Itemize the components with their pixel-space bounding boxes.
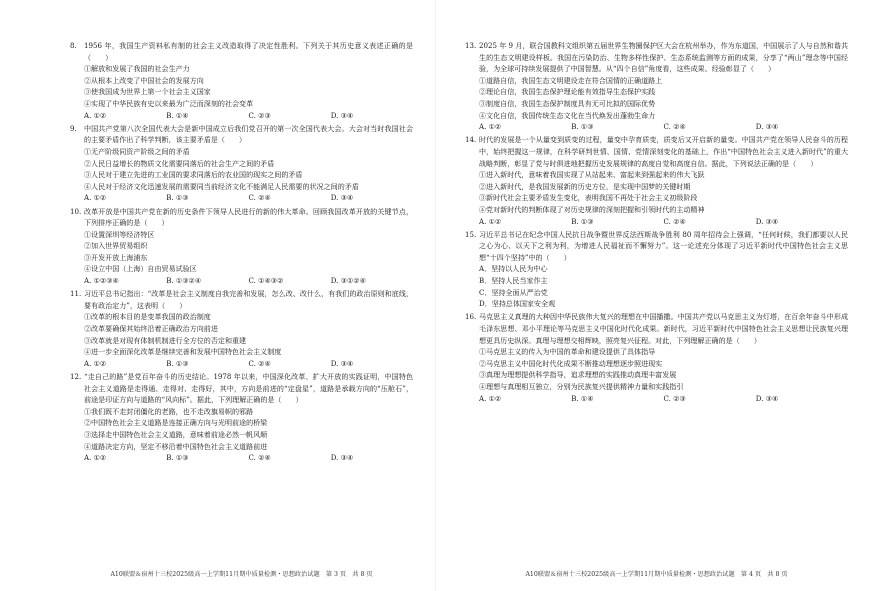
answer-choice: A. ①② bbox=[84, 453, 107, 463]
answer-choice: D. ③④ bbox=[755, 216, 779, 226]
question-head bbox=[465, 311, 848, 346]
answer-option: ③新时代社会主要矛盾发生变化，表明我国不再处于社会主义初级阶段 bbox=[479, 193, 698, 203]
answer-option: C．坚持全面从严治党 bbox=[479, 287, 548, 297]
answer-choice: D. ③④ bbox=[330, 453, 354, 463]
answer-choice: D. ③④ bbox=[330, 110, 354, 120]
answer-option: ①无产阶级同资产阶级之间的矛盾 bbox=[84, 146, 190, 156]
answer-choice: B. ①③ bbox=[166, 358, 189, 368]
question-list bbox=[70, 40, 413, 464]
answer-choice: D. ③④ bbox=[330, 358, 354, 368]
answer-option: ④人民对于经济文化迅速发展的需要同当前经济文化不能满足人民需要的状况之间的矛盾 bbox=[84, 181, 359, 191]
answer-option: ②加入世界贸易组织 bbox=[84, 241, 148, 251]
answer-option: ②进入新时代，是我国发展新的历史方位，是实现中国梦的关键时期 bbox=[479, 181, 691, 191]
answer-option: ②马克思主义中国化时代化成果不断推动理想逐步照进现实 bbox=[479, 358, 663, 368]
question-stem: 改革开放是中国共产党在新的历史条件下领导人民进行的新的伟大革命。回顾我国改革开放的关键节点，下列排序正确的是（ ） bbox=[84, 206, 413, 228]
answer-option: ①进入新时代，意味着我国实现了从站起来、富起来到强起来的伟大飞跃 bbox=[479, 170, 705, 180]
answer-choice: B. ①④ bbox=[166, 110, 189, 120]
answer-option: ③选择走中国特色社会主义道路，意味着前途必然一帆风顺 bbox=[84, 429, 268, 439]
question-number: 12. bbox=[70, 372, 82, 381]
question-14 bbox=[465, 134, 848, 227]
choice-row bbox=[70, 192, 413, 204]
answer-choice: B. ①③ bbox=[166, 453, 189, 463]
answer-choice: C. ②④ bbox=[663, 122, 686, 132]
answer-choice: B. ①③ bbox=[571, 122, 594, 132]
answer-choice: B. ①④ bbox=[571, 393, 594, 403]
answer-option: ④设立中国（上海）自由贸易试验区 bbox=[84, 264, 197, 274]
answer-choice: C. ②④ bbox=[248, 358, 271, 368]
answer-option: ③使我国成为世界上第一个社会主义国家 bbox=[84, 87, 211, 97]
choice-row bbox=[465, 216, 848, 228]
answer-option: ④文化自信，我国传统生态文化在当代焕发出蓬勃生命力 bbox=[479, 110, 656, 120]
answer-choice: A. ①② bbox=[84, 110, 107, 120]
answer-option: ③改革就是对现有体制机制进行全方位的否定和重建 bbox=[84, 335, 247, 345]
answer-option: ④实现了中华民族有史以来最为广泛而深刻的社会变革 bbox=[84, 98, 254, 108]
answer-option: ③真理为理想提供科学指导，追求理想的实践推动真理丰富发展 bbox=[479, 370, 677, 380]
question-list bbox=[465, 40, 848, 404]
answer-option: ③制度自信，我国生态保护制度具有无可比拟的国际优势 bbox=[479, 98, 656, 108]
choice-row bbox=[70, 452, 413, 464]
choice-row bbox=[465, 121, 848, 133]
question-head bbox=[70, 288, 413, 311]
question-stem: 习近平总书记指出：“改革是社会主义制度自我完善和发展，怎么改、改什么，有我们的政治原则和底线，要有政治定力”，这表明（ ） bbox=[84, 289, 413, 310]
question-stem: 习近平总书记在纪念中国人民抗日战争暨世界反法西斯战争胜利 80 周年招待会上强调，“任何时候，我们都要以人民之心为心、以天下之利为利，为增进人民福祉而不懈努力”。这一论述充分体现了习近平新时代中国特色社会主义思想“十四个坚持”中的（ ） bbox=[479, 229, 848, 262]
question-number: 14. bbox=[465, 135, 477, 145]
question-number: 8. bbox=[70, 41, 77, 50]
answer-option: ④党对新时代的判断体现了对历史规律的深刻把握和引领时代的主动精神 bbox=[479, 204, 705, 214]
answer-choice: B. ①③②④ bbox=[166, 276, 202, 286]
question-stem: “走自己的路”是党百年奋斗的历史结论。1978 年以来，中国深化改革、扩大开放的实践证明，中国特色社会主义道路是走得通、走得对、走得好，其中，方向是前进的“定盘星”，道路是承载方向的“压舱石”，前途是印证方向与道路的“风向标”。据此，下列理解正确的是（ ） bbox=[84, 372, 413, 405]
answer-option: ①改革的根本目的是变革我国的政治制度 bbox=[84, 312, 211, 322]
question-number: 10. bbox=[70, 206, 82, 216]
choice-row bbox=[70, 358, 413, 370]
answer-choice: A. ①②③④ bbox=[84, 276, 119, 286]
answer-option: ②中国特色社会主义道路是连接正确方向与光明前途的桥梁 bbox=[84, 418, 268, 428]
choice-row bbox=[70, 110, 413, 122]
answer-choice: C. ②④ bbox=[248, 453, 271, 463]
answer-choice: A. ①② bbox=[479, 393, 502, 403]
answer-option: ①马克思主义的传入为中国的革命和建设提供了具体指导 bbox=[479, 347, 656, 357]
answer-choice: C. ②③ bbox=[663, 393, 686, 403]
page-footer: A10联盟＆宿州十三校2025级高一上学期11月期中质量检测・思想政治试题 第 3 页 共 8 页 bbox=[110, 571, 373, 578]
answer-option: ④进一步全面深化改革是继续完善和发展中国特色社会主义制度 bbox=[84, 347, 282, 357]
question-stem: 时代的发展是一个从量变到质变的过程，量变中孕育质变，质变后又开启新的量变。中国共产党在领导人民奋斗的历程中，始终把握这一规律，在科学研判世情、国情、党情深刻变化的基础上，作出“中国特色社会主义进入新时代”的重大战略判断，彰显了党与时俱进地把握历史发展规律的高度自觉和高度自信。据此，下列说法正确的是（ ） bbox=[479, 135, 848, 168]
answer-option: ①解放和发展了我国的社会生产力 bbox=[84, 64, 190, 74]
answer-choice: D. ③④ bbox=[755, 122, 779, 132]
question-stem: 2025 年 9 月，联合国教科文组织第五届世界生物圈保护区大会在杭州举办，作为东道国，中国展示了人与自然和谐共生的生态文明建设样板。我国在污染防治、生物多样性保护、生态系统监测等方面的成果，分享了“两山”理念等中国经验，为全球可持续发展提供了中国智慧。从“四个自信”角度看，这些成果、经验彰显了（ ） bbox=[479, 41, 848, 74]
question-8 bbox=[70, 40, 413, 121]
answer-option: D．坚持总体国家安全观 bbox=[479, 299, 556, 309]
answer-option: ④道路决定方向，坚定不移沿着中国特色社会主义道路前进 bbox=[84, 441, 268, 451]
answer-choice: C. ②④ bbox=[663, 216, 686, 226]
answer-choice: A. ①② bbox=[84, 358, 107, 368]
answer-choice: D. ③④ bbox=[755, 393, 779, 403]
answer-choice: D. ③④ bbox=[330, 193, 354, 203]
answer-option: ③开发开放上海浦东 bbox=[84, 252, 148, 262]
question-head bbox=[465, 134, 848, 169]
question-head bbox=[70, 40, 413, 63]
answer-option: ②改革要确保其始终沿着正确政治方向前进 bbox=[84, 324, 218, 334]
answer-option: ①设置深圳等经济特区 bbox=[84, 229, 155, 239]
question-stem: 1956 年，我国生产资料私有制的社会主义改造取得了决定性胜利。下列关于其历史意义表述正确的是（ ） bbox=[84, 41, 413, 62]
answer-choice: A. ①② bbox=[479, 216, 502, 226]
answer-choice: A. ①② bbox=[84, 193, 107, 203]
question-number: 11. bbox=[70, 289, 82, 299]
answer-choice: C. ①④③② bbox=[248, 276, 284, 286]
question-11 bbox=[70, 288, 413, 369]
question-head bbox=[465, 40, 848, 75]
exam-page-4 bbox=[435, 0, 870, 591]
answer-option: B．坚持人民当家作主 bbox=[479, 276, 548, 286]
question-10 bbox=[70, 206, 413, 287]
question-12 bbox=[70, 371, 413, 464]
question-number: 9. bbox=[70, 123, 77, 133]
answer-option: ②人民日益增长的物质文化需要同落后的社会生产之间的矛盾 bbox=[84, 158, 275, 168]
choice-row bbox=[70, 275, 413, 287]
answer-choice: A. ①② bbox=[479, 122, 502, 132]
question-stem: 马克思主义真理的大种因中华民族伟大复兴的理想在中国播撒。中国共产党以马克思主义为灯塔，在百余年奋斗中形成毛泽东思想、邓小平理论等马克思主义中国化时代化成果。新时代，习近平新时代中国特色社会主义思想让民族复兴理想更具历史纵深。真理与理想交相辉映，照亮复兴征程。对此，下列理解正确的是（ ） bbox=[479, 312, 848, 345]
answer-choice: C. ②④ bbox=[248, 193, 271, 203]
question-13 bbox=[465, 40, 848, 133]
question-stem: 中国共产党第八次全国代表大会是新中国成立后我们党召开的第一次全国代表大会。大会对当时我国社会的主要矛盾作出了科学判断，该主要矛盾是（ ） bbox=[84, 123, 413, 145]
answer-choice: B. ①③ bbox=[571, 216, 594, 226]
question-15 bbox=[465, 229, 848, 310]
answer-option: ①我们既不走封闭僵化的老路，也不走改旗易帜的邪路 bbox=[84, 406, 254, 416]
answer-option: ②从根本上改变了中国社会的发展方向 bbox=[84, 75, 204, 85]
choice-row bbox=[465, 393, 848, 405]
question-9 bbox=[70, 123, 413, 204]
question-number: 13. bbox=[465, 41, 477, 50]
question-head bbox=[70, 206, 413, 229]
question-number: 16. bbox=[465, 312, 477, 322]
question-16 bbox=[465, 311, 848, 404]
answer-option: A．坚持以人民为中心 bbox=[479, 264, 548, 274]
question-head bbox=[465, 229, 848, 264]
page-footer: A10联盟＆宿州十三校2025级高一上学期11月期中质量检测・思想政治试题 第 4 页 共 8 页 bbox=[525, 571, 788, 578]
answer-choice: D. ③①②④ bbox=[330, 276, 366, 286]
answer-option: ①道路自信，我国生态文明建设走在符合国情的正确道路上 bbox=[479, 75, 663, 85]
answer-option: ③人民对于建立先进的工业国的要求同落后的农业国的现实之间的矛盾 bbox=[84, 170, 303, 180]
answer-choice: C. ②③ bbox=[248, 110, 271, 120]
question-head bbox=[70, 371, 413, 406]
question-head bbox=[70, 123, 413, 146]
answer-choice: B. ①③ bbox=[166, 193, 189, 203]
answer-option: ②理论自信，我国生态保护理论能有效指导生态保护实践 bbox=[479, 87, 656, 97]
answer-option: ④理想与真理相互独立，分别为民族复兴提供精神力量和实践指引 bbox=[479, 382, 684, 391]
question-number: 15. bbox=[465, 229, 477, 239]
